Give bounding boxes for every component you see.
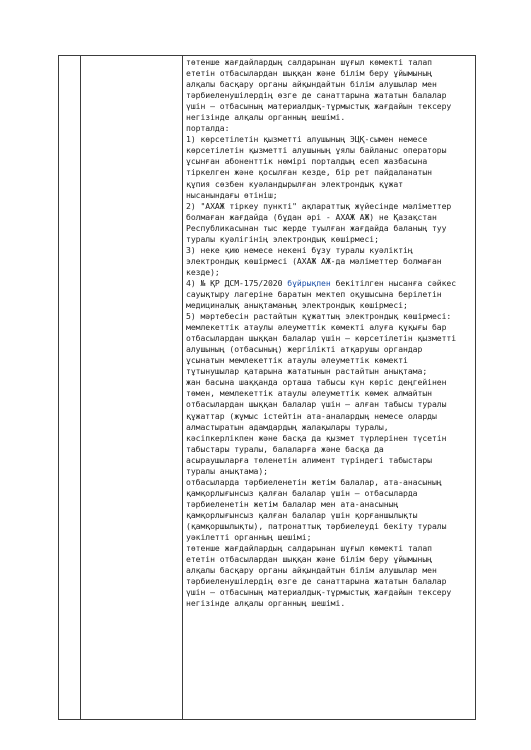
text-line: сауықтыру лагеріне баратын мектеп оқушысына берілетін — [186, 288, 442, 299]
text-line: үшін – отбасының материалдық-тұрмыстық жағдайын тексеру — [186, 101, 452, 112]
requirements-text-cell — [186, 57, 474, 609]
text-line: асыраушыларға төленетін алимент түріндегі табыстары — [186, 454, 432, 465]
text-line: табыстары туралы, балаларға және басқа да — [186, 443, 384, 454]
text-line: туралы куәлігінің электрондық көшірмесі; — [186, 233, 379, 244]
text-line: жан басына шаққанда орташа табысы күн көріс деңгейінен — [186, 377, 447, 388]
text-line: ұсынған абоненттік нөмірі порталдың есеп жазбасына — [186, 156, 428, 167]
text-line: 1) көрсетілетін қызметті алушының ЭЦҚ-сымен немесе — [186, 134, 428, 145]
table-left-border — [58, 55, 59, 720]
text-line: электрондық көшірмесі (АХАЖ АЖ-да мәліметтер болмаған — [186, 255, 442, 266]
text-line: алқалы басқару органы айқындайтын білім алушылар мен — [186, 565, 437, 576]
text-line: ұсынатын мемлекеттік атаулы әлеуметтік көмекті — [186, 355, 408, 366]
text-line: 5) мәртебесін растайтын құжаттың электрондық көшірмесі: — [186, 311, 452, 322]
text-line: көрсетілетін қызметті алушының ұялы байланыс операторы — [186, 145, 447, 156]
text-line: отбасылардан шыққан балалар үшін – алған табысы туралы — [186, 399, 447, 410]
text-line: нысанындағы өтініш; — [186, 189, 278, 200]
text-line: төмен, мемлекеттік атаулы әлеуметтік көмек алмайтын — [186, 388, 432, 399]
link-line-prefix: 4) № ҚР ДСМ-175/2020 — [186, 277, 288, 288]
text-line: төтенше жағдайлардың салдарынан шұғыл көмекті талап — [186, 543, 432, 554]
text-line: кәсіпкерлікпен және басқа да қызмет түрлерінен түсетін — [186, 432, 447, 443]
text-line: болмаған жағдайда (бұдан әрі - АХАЖ АЖ) не Қазақстан — [186, 211, 437, 222]
text-line: алқалы басқару органы айқындайтын білім алушылар мен — [186, 79, 437, 90]
text-line: 2) "АХАЖ тіркеу пункті" ақпараттық жүйесінде мәліметтер — [186, 200, 452, 211]
text-line: қамқорлығынсыз қалған балалар үшін – отбасыларда — [186, 487, 418, 498]
table-bottom-border — [58, 719, 476, 720]
text-line: ететін отбасылардан шыққан және білім беру ұйымының — [186, 554, 432, 565]
text-line: үшін – отбасының материалдық-тұрмыстық жағдайын тексеру — [186, 587, 452, 598]
text-line: ететін отбасылардан шыққан және білім беру ұйымының — [186, 68, 432, 79]
text-line: тәрбиеленушілердің өзге де санаттарына жататын балалар — [186, 576, 447, 587]
text-line: уәкілетті органның шешімі; — [186, 532, 312, 543]
text-line: Республикасынан тыс жерде туылған жағдайда баланың туу — [186, 222, 447, 233]
text-line: (қамқоршылықты), патронаттық тәрбиелеуді бекіту туралы — [186, 520, 447, 531]
content-table — [58, 55, 476, 720]
text-line: порталда: — [186, 123, 230, 134]
text-line: тәрбиеленетін жетім балалар мен ата-анасының — [186, 498, 399, 509]
text-line: мемлекеттік атаулы әлеуметтік көмекті алуға құқығы бар — [186, 322, 447, 333]
text-line: төтенше жағдайлардың салдарынан шұғыл көмекті талап — [186, 57, 432, 67]
text-line: тәрбиеленушілердің өзге де санаттарына жататын балалар — [186, 90, 447, 101]
text-line: алушының (отбасының) жергілікті атқарушы органдар — [186, 344, 423, 355]
column-divider-2 — [182, 55, 183, 720]
text-line: негізінде алқалы органның шешімі. — [186, 598, 346, 609]
text-line: медициналық анықтаманың электрондық көшірмесі; — [186, 300, 408, 311]
text-line: кезде); — [186, 266, 220, 277]
order-link[interactable]: бұйрықпен — [287, 277, 331, 288]
text-line: отбасыларда тәрбиеленетін жетім балалар, ата-анасының — [186, 476, 442, 487]
text-line: құпия сөзбен куәландырылған электрондық құжат — [186, 178, 404, 189]
column-divider-1 — [80, 55, 81, 720]
text-line: алмастыратын адамдардың жалақылары туралы, — [186, 421, 389, 432]
text-line: 3) неке қию немесе некені бұзу туралы куәліктің — [186, 244, 413, 255]
table-top-border — [58, 55, 476, 56]
table-right-border — [475, 55, 476, 720]
text-line: туралы анықтама); — [186, 465, 268, 476]
link-line-suffix: бекітілген нысанға сәйкес — [330, 277, 457, 288]
text-line: негізінде алқалы органның шешімі. — [186, 112, 346, 123]
text-line: тіркелген және қосылған кезде, бір рет пайдаланатын — [186, 167, 432, 178]
text-line: құжаттар (жұмыс істейтін ата-аналардың немесе оларды — [186, 410, 437, 421]
text-line: қамқорлығынсыз қалған балалар үшін қорғаншылықты — [186, 509, 418, 520]
text-line-with-order-link — [186, 278, 474, 289]
text-line: отбасылардан шыққан балалар үшін – көрсетілетін қызметті — [186, 333, 457, 344]
text-line: тұтынушылар қатарына жататынын растайтын анықтама; — [186, 366, 428, 377]
